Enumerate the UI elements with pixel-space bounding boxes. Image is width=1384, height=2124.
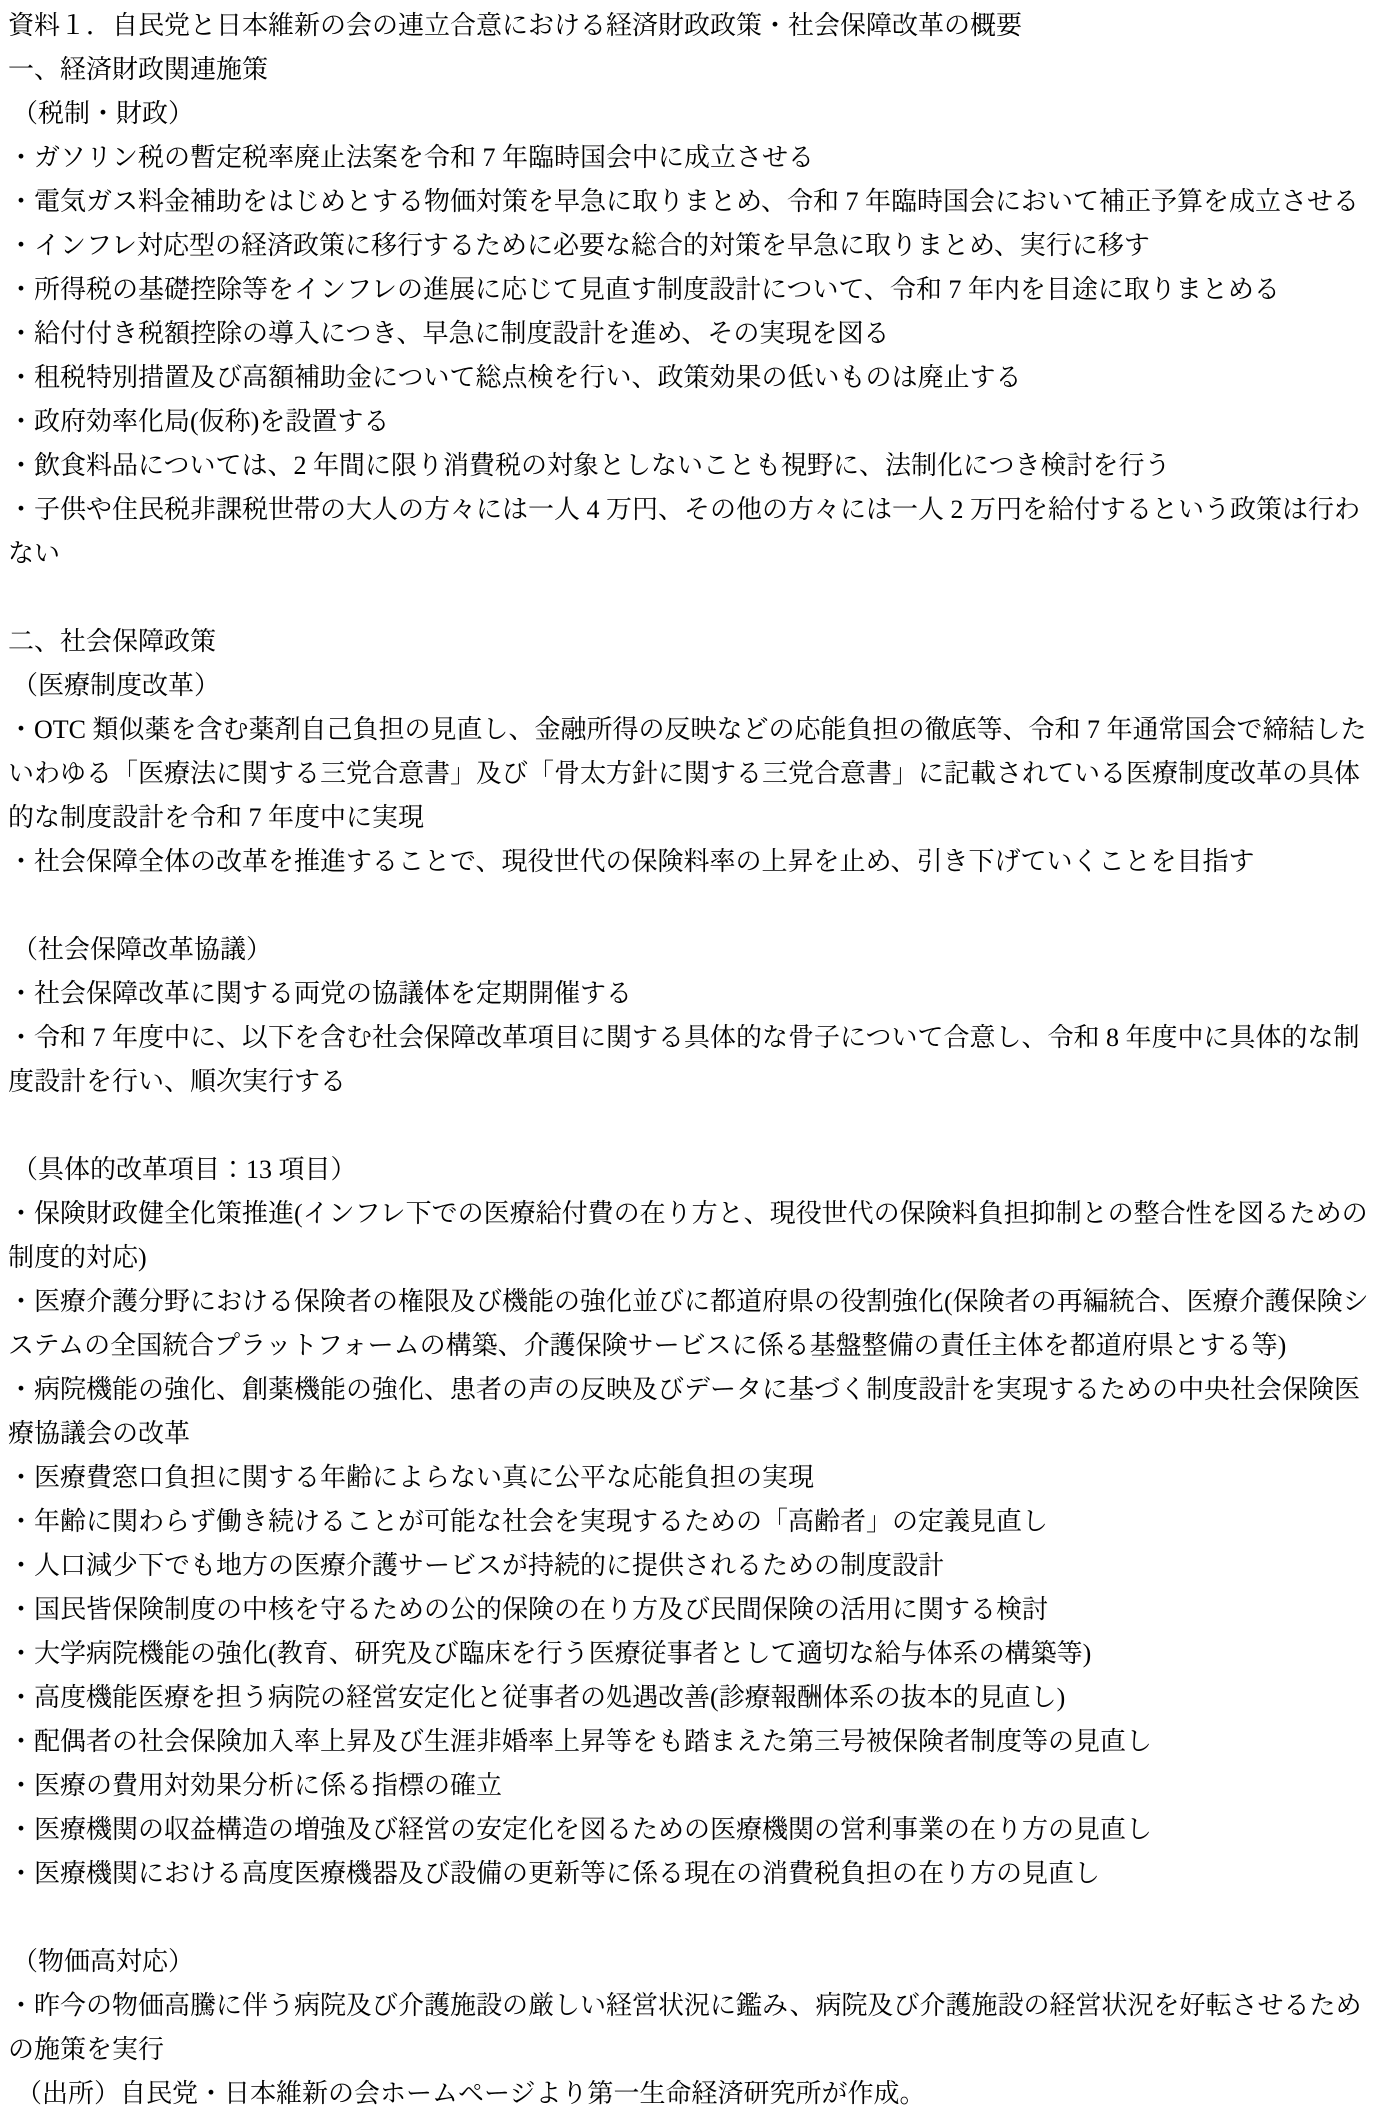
section-2-heading: 二、社会保障政策 xyxy=(8,627,217,656)
bullet-public-private-insurance: ・国民皆保険制度の中核を守るための公的保険の在り方及び民間保険の活用に関する検討 xyxy=(8,1595,1049,1624)
bullet-insurer-authority-prefecture: ・医療介護分野における保険者の権限及び機能の強化並びに都道府県の役割強化(保険者の再編統合、医療介護保険システムの全国統合プラットフォームの構築、介護保険サービスに係る基盤整備の責任主体を都道府県とする等) xyxy=(8,1287,1369,1360)
source-note: （出所）自民党・日本維新の会ホームページより第一生命経済研究所が作成。 xyxy=(16,2079,926,2108)
bullet-category3-insured-review: ・配偶者の社会保険加入率上昇及び生涯非婚率上昇等をも踏まえた第三号被保険者制度等の見直し xyxy=(8,1727,1153,1756)
bullet-refundable-tax-credit: ・給付付き税額控除の導入につき、早急に制度設計を進め、その実現を図る xyxy=(8,319,890,348)
bullet-insurance-finance-soundness: ・保険財政健全化策推進(インフレ下での医療給付費の在り方と、現役世代の保険料負担抑制との整合性を図るための制度的対応) xyxy=(8,1199,1368,1272)
bullet-gasoline-tax: ・ガソリン税の暫定税率廃止法案を令和 7 年臨時国会中に成立させる xyxy=(8,143,815,172)
bullet-hospital-revenue-structure: ・医療機関の収益構造の増強及び経営の安定化を図るための医療機関の営利事業の在り方の見直し xyxy=(8,1815,1153,1844)
bullet-inflation-policy: ・インフレ対応型の経済政策に移行するために必要な総合的対策を早急に取りまとめ、実行に移す xyxy=(8,231,1150,260)
bullet-chuikyo-reform: ・病院機能の強化、創薬機能の強化、患者の声の反映及びデータに基づく制度設計を実現するための中央社会保険医療協議会の改革 xyxy=(8,1375,1361,1448)
bullet-regional-care-sustainability: ・人口減少下でも地方の医療介護サービスが持続的に提供されるための制度設計 xyxy=(8,1551,945,1580)
bullet-cost-effectiveness-index: ・医療の費用対効果分析に係る指標の確立 xyxy=(8,1771,503,1800)
document-title: 資料１．自民党と日本維新の会の連立合意における経済財政政策・社会保障改革の概要 xyxy=(8,11,1023,40)
bullet-food-consumption-tax: ・飲食料品については、2 年間に限り消費税の対象としないことも視野に、法制化につき検討を行う xyxy=(8,451,1171,480)
bullet-government-efficiency-bureau: ・政府効率化局(仮称)を設置する xyxy=(8,407,390,436)
bullet-bipartisan-council: ・社会保障改革に関する両党の協議体を定期開催する xyxy=(8,979,633,1008)
bullet-fair-copay-by-ability: ・医療費窓口負担に関する年齢によらない真に公平な応能負担の実現 xyxy=(8,1463,815,1492)
bullet-medical-equipment-consumption-tax: ・医療機関における高度医療機器及び設備の更新等に係る現在の消費税負担の在り方の見直し xyxy=(8,1859,1101,1888)
section-1-heading: 一、経済財政関連施策 xyxy=(8,55,269,84)
bullet-elderly-definition-review: ・年齢に関わらず働き続けることが可能な社会を実現するための「高齢者」の定義見直し xyxy=(8,1507,1049,1536)
bullet-cash-handout-policy: ・子供や住民税非課税世帯の大人の方々には一人 4 万円、その他の方々には一人 2 万円を給付するという政策は行わない xyxy=(8,495,1361,568)
subsection-label-kaikaku-13-komoku: （具体的改革項目：13 項目） xyxy=(12,1155,357,1184)
bullet-advanced-hospital-management: ・高度機能医療を担う病院の経営安定化と従事者の処遇改善(診療報酬体系の抜本的見直し) xyxy=(8,1683,1066,1712)
bullet-social-security-reform-premium: ・社会保障全体の改革を推進することで、現役世代の保険料率の上昇を止め、引き下げていくことを目指す xyxy=(8,847,1255,876)
subsection-label-bukkadaka-taio: （物価高対応） xyxy=(12,1947,195,1976)
bullet-hospital-care-facility-support: ・昨今の物価高騰に伴う病院及び介護施設の厳しい経営状況に鑑み、病院及び介護施設の経営状況を好転させるための施策を実行 xyxy=(8,1991,1362,2064)
section-gap xyxy=(8,884,1374,928)
bullet-income-tax-deduction: ・所得税の基礎控除等をインフレの進展に応じて見直す制度設計について、令和 7 年内を目途に取りまとめる xyxy=(8,275,1280,304)
bullet-reform-framework-agreement: ・令和 7 年度中に、以下を含む社会保障改革項目に関する具体的な骨子について合意し、令和 8 年度中に具体的な制度設計を行い、順次実行する xyxy=(8,1023,1360,1096)
bullet-utility-subsidy: ・電気ガス料金補助をはじめとする物価対策を早急に取りまとめ、令和 7 年臨時国会において補正予算を成立させる xyxy=(8,187,1359,216)
bullet-special-tax-measures: ・租税特別措置及び高額補助金について総点検を行い、政策効果の低いものは廃止する xyxy=(8,363,1022,392)
section-gap xyxy=(8,1896,1374,1940)
bullet-otc-drug-copay: ・OTC 類似薬を含む薬剤自己負担の見直し、金融所得の反映などの応能負担の徹底等、令和 7 年通常国会で締結したいわゆる「医療法に関する三党合意書」及び「骨太方針に関する三党合意書」に記載されている医療制度改革の具体的な制度設計を令和 7 年度中に実現 xyxy=(8,715,1367,832)
subsection-label-iryo-seido-kaikaku: （医療制度改革） xyxy=(12,671,221,700)
subsection-label-shakai-hosho-kaikaku-kyogi: （社会保障改革協議） xyxy=(12,935,273,964)
section-gap xyxy=(8,576,1374,620)
bullet-university-hospital: ・大学病院機能の強化(教育、研究及び臨床を行う医療従事者として適切な給与体系の構築等) xyxy=(8,1639,1092,1668)
subsection-label-zeisei-zaisei: （税制・財政） xyxy=(12,99,195,128)
section-gap xyxy=(8,1104,1374,1148)
